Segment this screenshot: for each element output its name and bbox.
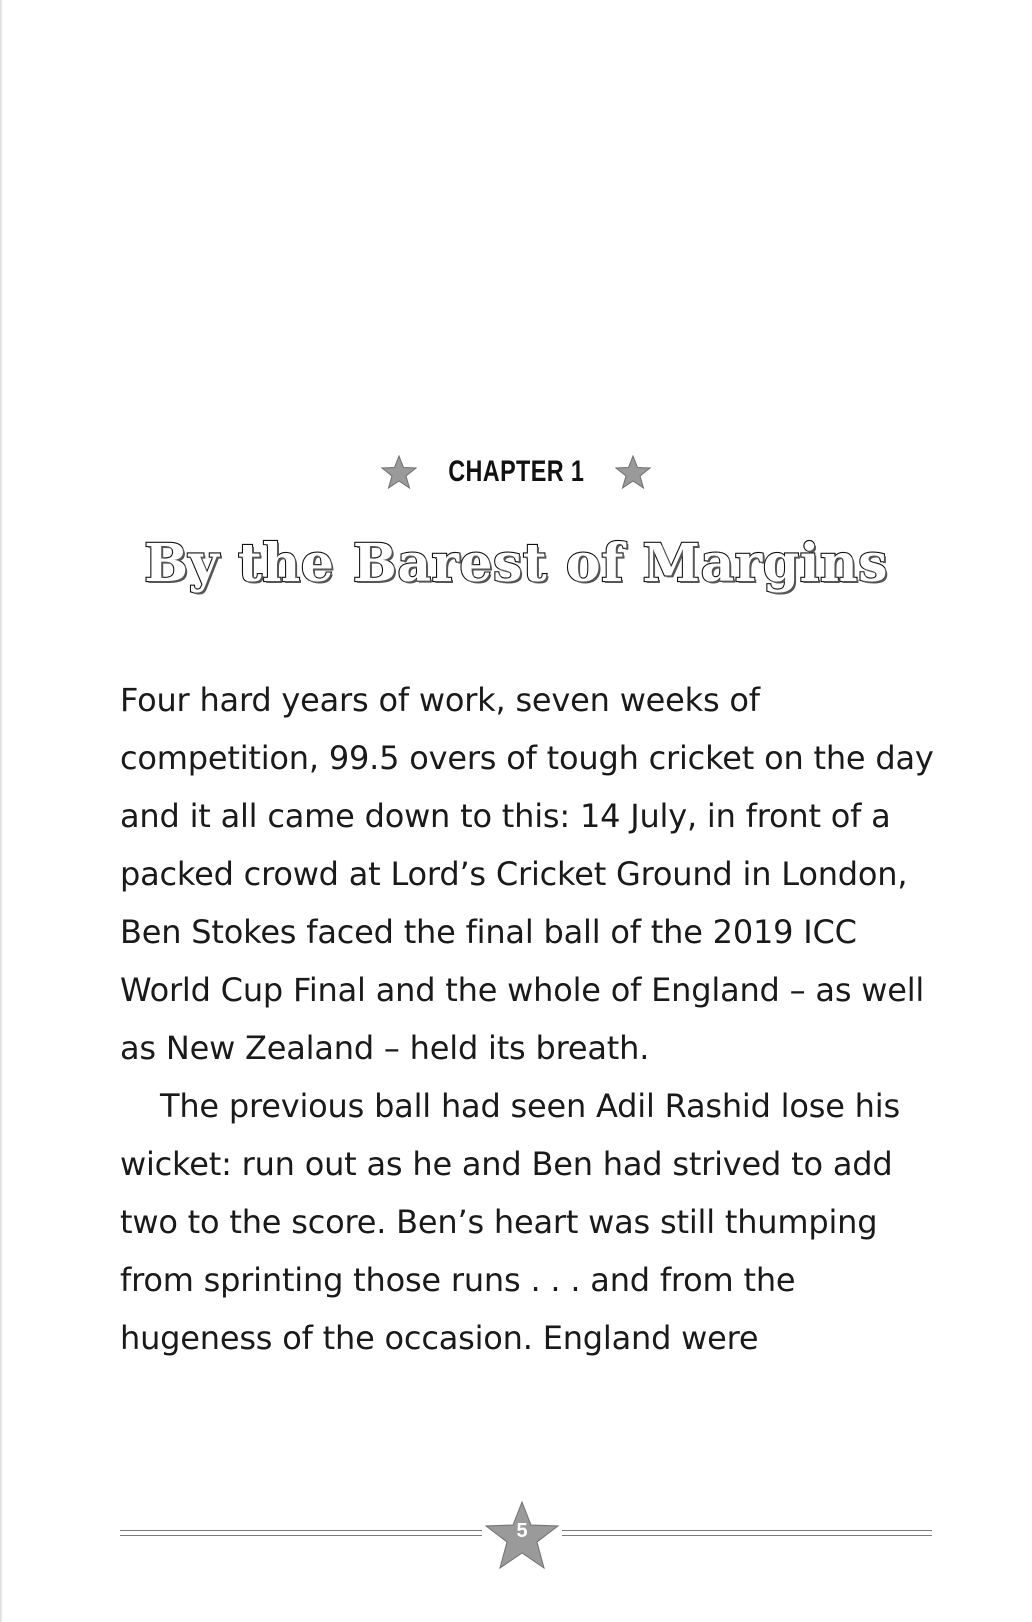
chapter-title: By the Barest of Margins	[144, 533, 888, 594]
chapter-number: CHAPTER 1	[447, 455, 585, 488]
star-icon	[615, 455, 651, 489]
paragraph: Four hard years of work, seven weeks of competition, 99.5 overs of tough cricket on the day and it all came down to this: 14 July, in front of a packed crowd at Lord’s Cricket Ground in London, Ben Stokes faced the final ball of the 2019 ICC World Cup Final and the whole of England – as well as New Zealand – held its breath.	[120, 681, 934, 1067]
footer-rule-right	[562, 1530, 932, 1536]
footer-rule-left	[120, 1530, 482, 1536]
page-footer	[120, 1500, 932, 1570]
star-icon	[381, 455, 417, 489]
page-number: 5	[516, 1520, 528, 1542]
body-text	[120, 671, 950, 1367]
page-edge	[0, 0, 3, 1622]
paragraph: The previous ball had seen Adil Rashid lose his wicket: run out as he and Ben had strived to add two to the score. Ben’s heart was still thumping from sprinting those runs . . . and from the hugeness of the occasion. England were	[120, 1087, 900, 1357]
chapter-label	[0, 455, 1032, 489]
